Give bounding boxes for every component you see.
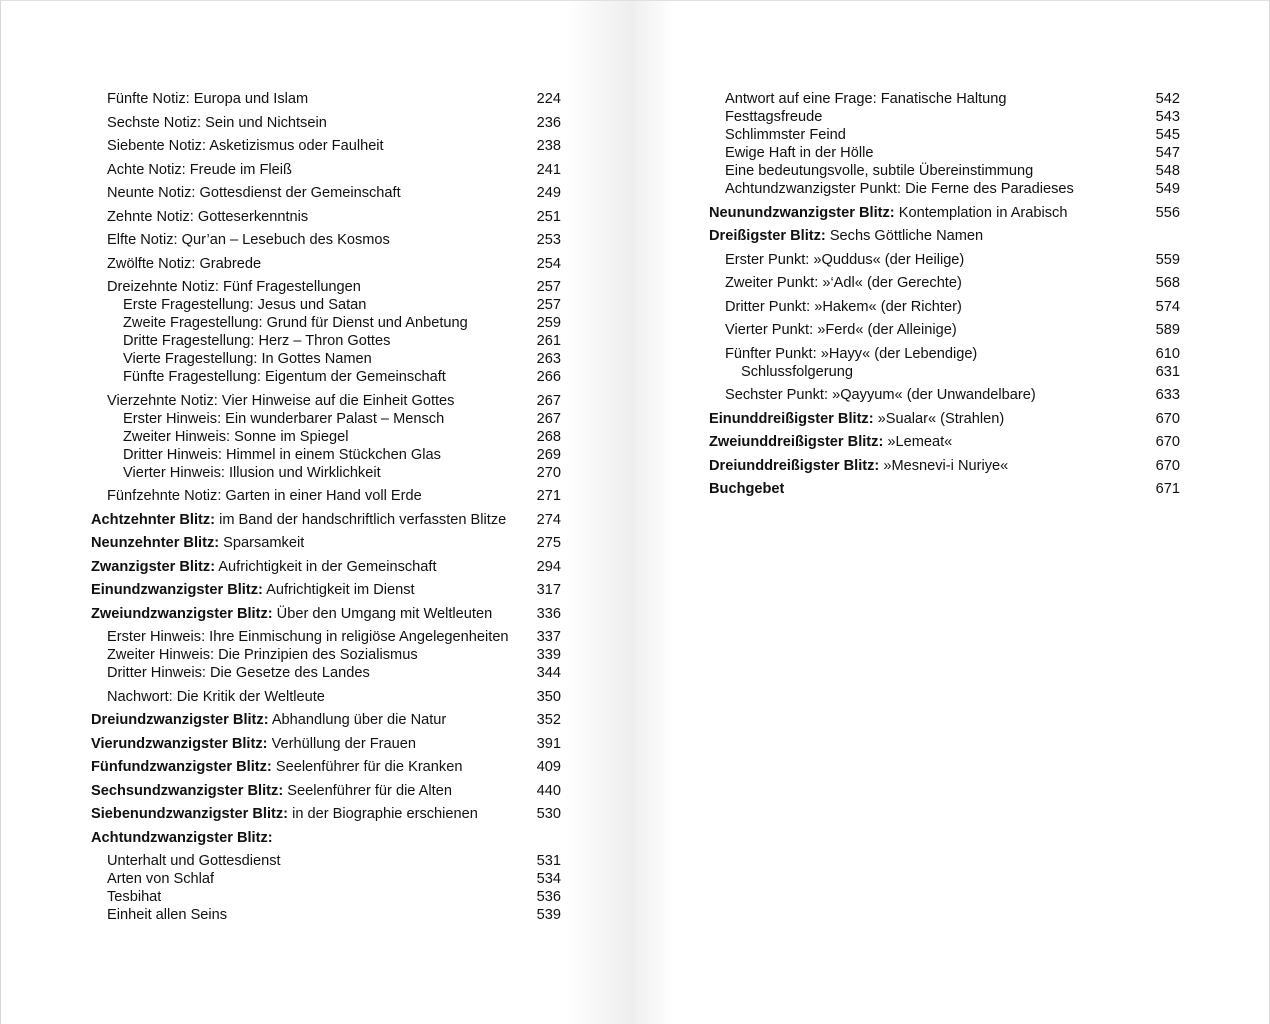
toc-entry bbox=[709, 321, 1180, 339]
toc-page-number: 391 bbox=[536, 735, 561, 752]
toc-entry-text: Vierter Hinweis: Illusion und Wirklichkeit bbox=[123, 464, 381, 481]
toc-entry-text: Nachwort: Die Kritik der Weltleute bbox=[107, 688, 325, 705]
toc-entry-text: Seelenführer für die Alten bbox=[283, 782, 452, 799]
toc-entry-text: Siebente Notiz: Asketizismus oder Faulheit bbox=[107, 138, 384, 154]
toc-entry-text: Arten von Schlaf bbox=[107, 871, 215, 887]
toc-entry bbox=[709, 345, 1180, 363]
toc-entry bbox=[91, 428, 561, 446]
toc-entry-text: Einheit allen Seins bbox=[107, 907, 228, 923]
toc-entry-title bbox=[107, 628, 509, 646]
toc-entry bbox=[91, 688, 561, 706]
toc-entry-title bbox=[725, 251, 964, 269]
toc-entry-title bbox=[725, 90, 1007, 108]
toc-page-number: 317 bbox=[536, 582, 561, 598]
toc-entry bbox=[91, 296, 561, 314]
toc-entry-title bbox=[107, 255, 261, 273]
toc-entry-title bbox=[725, 345, 977, 363]
toc-entry-title bbox=[123, 428, 349, 446]
toc-page-number: 257 bbox=[536, 279, 561, 295]
toc-page-number: 344 bbox=[536, 665, 561, 681]
toc-entry bbox=[91, 829, 561, 847]
toc-entry-title bbox=[107, 487, 422, 505]
toc-entry bbox=[91, 664, 561, 682]
toc-entry-title bbox=[123, 296, 366, 314]
toc-entry-heading: Neunzehnter Blitz: bbox=[91, 535, 220, 551]
toc-entry-text: »Lemeat« bbox=[883, 434, 953, 450]
toc-entry-text: Sechste Notiz: Sein und Nichtsein bbox=[107, 114, 327, 131]
toc-entry-title bbox=[725, 162, 1033, 180]
toc-entry bbox=[91, 278, 561, 296]
toc-page-number: 352 bbox=[536, 712, 561, 728]
toc-entry bbox=[91, 90, 561, 108]
toc-entry-text: »Sualar« (Strahlen) bbox=[873, 410, 1005, 427]
toc-page-number: 556 bbox=[1155, 204, 1180, 221]
toc-page-number: 670 bbox=[1155, 410, 1180, 427]
toc-entry bbox=[709, 180, 1180, 198]
toc-page-number: 294 bbox=[536, 558, 561, 575]
toc-entry-text: Achte Notiz: Freude im Fleiß bbox=[107, 161, 292, 178]
toc-page-number: 633 bbox=[1155, 387, 1180, 403]
toc-entry-title bbox=[91, 534, 304, 552]
toc-entry-text: Zwölfte Notiz: Grabrede bbox=[107, 255, 262, 272]
table-of-contents-left bbox=[91, 90, 561, 924]
toc-entry-heading: Achtundzwanzigster Blitz: bbox=[91, 829, 273, 846]
toc-page-number: 238 bbox=[536, 138, 561, 154]
toc-entry-heading: Einunddreißigster Blitz: bbox=[709, 410, 874, 427]
toc-entry-text: Vierzehnte Notiz: Vier Hinweise auf die Einheit Gottes bbox=[107, 392, 455, 409]
toc-entry-text: Kontemplation in Arabisch bbox=[894, 204, 1068, 221]
toc-entry bbox=[91, 464, 561, 482]
toc-entry-title bbox=[741, 363, 853, 381]
toc-entry-title bbox=[725, 144, 873, 162]
toc-entry-text: in der Biographie erschienen bbox=[288, 806, 478, 822]
toc-entry-title bbox=[107, 888, 161, 906]
toc-entry bbox=[709, 386, 1180, 404]
toc-page-number: 670 bbox=[1155, 434, 1180, 450]
toc-entry-title bbox=[91, 829, 273, 847]
toc-entry bbox=[91, 487, 561, 505]
toc-page-number: 267 bbox=[536, 392, 561, 409]
toc-page-number: 261 bbox=[536, 333, 561, 349]
toc-page-number: 440 bbox=[536, 782, 561, 799]
toc-entry-title bbox=[91, 782, 452, 800]
toc-entry bbox=[709, 457, 1180, 475]
toc-page-number: 670 bbox=[1155, 457, 1180, 474]
toc-entry-heading: Dreiundzwanzigster Blitz: bbox=[91, 712, 269, 728]
toc-page-number: 241 bbox=[536, 161, 561, 178]
toc-entry-title bbox=[709, 410, 1004, 428]
toc-entry-title bbox=[123, 410, 444, 428]
toc-entry-title bbox=[123, 332, 390, 350]
toc-entry bbox=[709, 227, 1180, 245]
toc-entry-text: Aufrichtigkeit in der Gemeinschaft bbox=[215, 558, 437, 575]
toc-entry-text: Fünfzehnte Notiz: Garten in einer Hand voll Erde bbox=[107, 488, 422, 504]
toc-entry-text: Verhüllung der Frauen bbox=[267, 735, 416, 752]
toc-entry-title bbox=[123, 314, 468, 332]
toc-entry bbox=[91, 558, 561, 576]
toc-entry-text: Ewige Haft in der Hölle bbox=[725, 145, 874, 161]
toc-entry-title bbox=[725, 298, 962, 316]
toc-entry bbox=[91, 208, 561, 226]
toc-page-number: 336 bbox=[536, 605, 561, 622]
toc-entry-title bbox=[91, 805, 478, 823]
toc-page-number: 559 bbox=[1155, 251, 1180, 268]
toc-entry-text: Antwort auf eine Frage: Fanatische Haltung bbox=[725, 91, 1007, 107]
toc-entry-title bbox=[725, 321, 957, 339]
gutter-shadow bbox=[565, 1, 635, 1024]
toc-entry-text: im Band der handschriftlich verfassten Blitze bbox=[215, 511, 507, 528]
toc-entry-title bbox=[709, 457, 1008, 475]
toc-page-number: 542 bbox=[1155, 91, 1180, 107]
toc-entry-title bbox=[123, 464, 381, 482]
toc-entry-text: Schlussfolgerung bbox=[741, 363, 853, 380]
toc-page-number: 610 bbox=[1155, 345, 1180, 362]
toc-entry-text: Dritter Punkt: »Hakem« (der Richter) bbox=[725, 298, 962, 315]
toc-entry bbox=[91, 368, 561, 386]
table-of-contents-right bbox=[709, 90, 1180, 498]
toc-entry-title bbox=[107, 392, 454, 410]
toc-entry bbox=[709, 108, 1180, 126]
toc-entry bbox=[91, 805, 561, 823]
toc-entry bbox=[91, 711, 561, 729]
toc-page-number: 574 bbox=[1155, 298, 1180, 315]
toc-entry-text: Neunte Notiz: Gottesdienst der Gemeinschaft bbox=[107, 185, 401, 201]
toc-entry-title bbox=[107, 664, 370, 682]
toc-entry-text: »Mesnevi-i Nuriye« bbox=[879, 457, 1009, 474]
toc-entry-title bbox=[107, 161, 292, 179]
toc-page-number: 530 bbox=[536, 806, 561, 822]
toc-page-number: 257 bbox=[536, 297, 561, 313]
toc-page-number: 254 bbox=[536, 255, 561, 272]
toc-entry-text: Seelenführer für die Kranken bbox=[271, 759, 463, 775]
toc-entry-text: Sechs Göttliche Namen bbox=[825, 228, 984, 244]
toc-page-number: 350 bbox=[536, 688, 561, 705]
toc-entry-text: Dreizehnte Notiz: Fünf Fragestellungen bbox=[107, 279, 361, 295]
toc-entry bbox=[91, 758, 561, 776]
toc-entry-title bbox=[91, 735, 416, 753]
toc-entry bbox=[709, 162, 1180, 180]
toc-entry-title bbox=[123, 368, 446, 386]
toc-entry-heading: Fünfundzwanzigster Blitz: bbox=[91, 759, 272, 775]
gutter-shadow bbox=[635, 1, 675, 1024]
toc-page-number: 259 bbox=[536, 315, 561, 331]
toc-entry-text: Dritte Fragestellung: Herz – Thron Gottes bbox=[123, 333, 391, 349]
toc-entry-text: Sparsamkeit bbox=[219, 535, 305, 551]
toc-entry-title bbox=[91, 511, 506, 529]
toc-entry-title bbox=[91, 558, 437, 576]
toc-page-number: 539 bbox=[536, 907, 561, 923]
toc-entry bbox=[91, 410, 561, 428]
toc-entry bbox=[91, 888, 561, 906]
toc-entry bbox=[709, 126, 1180, 144]
toc-entry bbox=[91, 581, 561, 599]
toc-entry-title bbox=[107, 870, 214, 888]
toc-entry bbox=[91, 511, 561, 529]
toc-entry-title bbox=[107, 278, 361, 296]
toc-page-number: 548 bbox=[1155, 163, 1180, 179]
toc-page-number: 251 bbox=[536, 208, 561, 225]
toc-entry bbox=[91, 137, 561, 155]
toc-entry bbox=[709, 433, 1180, 451]
toc-page-number: 253 bbox=[536, 232, 561, 248]
toc-page-number: 339 bbox=[536, 647, 561, 663]
toc-entry-text: Sechster Punkt: »Qayyum« (der Unwandelbare) bbox=[725, 387, 1036, 403]
toc-entry bbox=[709, 480, 1180, 498]
toc-entry-title bbox=[107, 184, 401, 202]
toc-entry-heading: Neunundzwanzigster Blitz: bbox=[709, 204, 895, 221]
toc-entry bbox=[91, 184, 561, 202]
toc-entry-title bbox=[91, 758, 462, 776]
toc-entry bbox=[91, 870, 561, 888]
toc-entry bbox=[709, 410, 1180, 428]
toc-entry-title bbox=[725, 108, 822, 126]
toc-entry bbox=[91, 646, 561, 664]
toc-entry bbox=[91, 852, 561, 870]
toc-entry-title bbox=[107, 137, 384, 155]
toc-entry bbox=[709, 90, 1180, 108]
toc-entry-text: Tesbihat bbox=[107, 889, 162, 905]
toc-entry-title bbox=[107, 208, 308, 226]
toc-entry-heading: Vierundzwanzigster Blitz: bbox=[91, 735, 268, 752]
toc-entry-heading: Achtzehnter Blitz: bbox=[91, 511, 216, 528]
toc-page-number: 536 bbox=[536, 889, 561, 905]
toc-entry-text: Zweiter Punkt: »‘Adl« (der Gerechte) bbox=[725, 275, 962, 291]
toc-entry-heading: Dreißigster Blitz: bbox=[709, 228, 826, 244]
toc-page-number: 269 bbox=[536, 446, 561, 463]
toc-entry-title bbox=[123, 446, 441, 464]
toc-entry bbox=[91, 392, 561, 410]
toc-entry-title bbox=[725, 126, 846, 144]
toc-entry-text: Zweiter Hinweis: Sonne im Spiegel bbox=[123, 428, 349, 445]
toc-entry bbox=[709, 251, 1180, 269]
toc-entry bbox=[91, 534, 561, 552]
toc-entry-title bbox=[91, 711, 446, 729]
toc-entry bbox=[91, 255, 561, 273]
toc-entry-text: Zehnte Notiz: Gotteserkenntnis bbox=[107, 208, 309, 225]
toc-page-number: 271 bbox=[536, 488, 561, 504]
toc-page-number: 547 bbox=[1155, 145, 1180, 161]
toc-entry bbox=[91, 906, 561, 924]
toc-page-number: 531 bbox=[536, 853, 561, 869]
toc-page-number: 270 bbox=[536, 464, 561, 481]
toc-entry-heading: Einundzwanzigster Blitz: bbox=[91, 582, 263, 598]
toc-entry bbox=[709, 274, 1180, 292]
toc-entry-title bbox=[107, 688, 325, 706]
toc-entry-text: Erster Hinweis: Ihre Einmischung in religiöse Angelegenheiten bbox=[107, 629, 509, 645]
toc-page-number: 266 bbox=[536, 369, 561, 385]
toc-entry-text: Festtagsfreude bbox=[725, 109, 823, 125]
toc-entry bbox=[91, 782, 561, 800]
toc-entry-title bbox=[107, 646, 418, 664]
toc-entry-heading: Zweiundzwanzigster Blitz: bbox=[91, 605, 273, 622]
toc-entry-title bbox=[709, 204, 1067, 222]
toc-entry-title bbox=[123, 350, 372, 368]
toc-entry bbox=[91, 735, 561, 753]
toc-page-number: 589 bbox=[1155, 322, 1180, 338]
toc-entry-heading: Buchgebet bbox=[709, 481, 785, 497]
toc-entry bbox=[709, 298, 1180, 316]
toc-entry-title bbox=[725, 180, 1074, 198]
toc-page-number: 267 bbox=[536, 410, 561, 427]
toc-entry-text: Zweite Fragestellung: Grund für Dienst und Anbetung bbox=[123, 315, 468, 331]
toc-entry-text: Achtundzwanzigster Punkt: Die Ferne des Paradieses bbox=[725, 181, 1074, 197]
toc-entry-heading: Siebenundzwanzigster Blitz: bbox=[91, 806, 289, 822]
toc-entry-text: Über den Umgang mit Weltleuten bbox=[272, 605, 493, 622]
toc-entry bbox=[709, 144, 1180, 162]
toc-page-number: 534 bbox=[536, 871, 561, 887]
toc-entry-text: Unterhalt und Gottesdienst bbox=[107, 853, 281, 869]
toc-entry-text: Dritter Hinweis: Die Gesetze des Landes bbox=[107, 665, 370, 681]
toc-page-number: 671 bbox=[1155, 481, 1180, 497]
toc-entry-text: Fünfte Notiz: Europa und Islam bbox=[107, 91, 309, 107]
toc-entry-heading: Zwanzigster Blitz: bbox=[91, 558, 216, 575]
toc-entry-title bbox=[107, 90, 308, 108]
toc-entry-heading: Zweiunddreißigster Blitz: bbox=[709, 434, 884, 450]
toc-entry bbox=[91, 231, 561, 249]
toc-entry-text: Erster Hinweis: Ein wunderbarer Palast – Mensch bbox=[123, 410, 445, 427]
toc-entry bbox=[91, 161, 561, 179]
toc-entry-text: Zweiter Hinweis: Die Prinzipien des Sozialismus bbox=[107, 647, 418, 663]
toc-entry-title bbox=[91, 581, 415, 599]
toc-page-number: 545 bbox=[1155, 127, 1180, 143]
toc-entry-heading: Sechsundzwanzigster Blitz: bbox=[91, 782, 284, 799]
toc-entry-text: Vierte Fragestellung: In Gottes Namen bbox=[123, 351, 372, 367]
toc-page-number: 275 bbox=[536, 535, 561, 551]
toc-entry bbox=[91, 628, 561, 646]
toc-entry-text: Dritter Hinweis: Himmel in einem Stückchen Glas bbox=[123, 446, 441, 463]
toc-entry-text: Abhandlung über die Natur bbox=[268, 712, 447, 728]
toc-page-number: 631 bbox=[1155, 363, 1180, 380]
toc-entry-title bbox=[107, 906, 227, 924]
toc-entry bbox=[91, 314, 561, 332]
toc-page-number: 409 bbox=[536, 759, 561, 775]
toc-entry-title bbox=[709, 480, 784, 498]
toc-page-number: 274 bbox=[536, 511, 561, 528]
toc-entry bbox=[709, 204, 1180, 222]
toc-page-number: 337 bbox=[536, 629, 561, 645]
toc-entry-text: Vierter Punkt: »Ferd« (der Alleinige) bbox=[725, 322, 957, 338]
toc-entry-title bbox=[107, 114, 327, 132]
toc-entry-text: Eine bedeutungsvolle, subtile Übereinstimmung bbox=[725, 163, 1034, 179]
toc-entry-text: Aufrichtigkeit im Dienst bbox=[262, 582, 415, 598]
toc-page-number: 543 bbox=[1155, 109, 1180, 125]
toc-entry-text: Schlimmster Feind bbox=[725, 127, 846, 143]
toc-entry-title bbox=[709, 227, 983, 245]
toc-page-number: 568 bbox=[1155, 275, 1180, 291]
toc-entry-title bbox=[725, 274, 962, 292]
right-page bbox=[635, 0, 1270, 1024]
toc-entry-title bbox=[107, 852, 281, 870]
toc-entry-title bbox=[91, 605, 492, 623]
toc-page-number: 549 bbox=[1155, 181, 1180, 197]
toc-entry-text: Elfte Notiz: Qur’an – Lesebuch des Kosmos bbox=[107, 232, 390, 248]
toc-entry bbox=[91, 350, 561, 368]
toc-entry-heading: Dreiunddreißigster Blitz: bbox=[709, 457, 880, 474]
toc-entry-title bbox=[725, 386, 1036, 404]
toc-page-number: 236 bbox=[536, 114, 561, 131]
toc-entry-title bbox=[107, 231, 390, 249]
toc-entry-text: Fünfter Punkt: »Hayy« (der Lebendige) bbox=[725, 345, 978, 362]
toc-entry-text: Fünfte Fragestellung: Eigentum der Gemeinschaft bbox=[123, 369, 446, 385]
toc-entry-text: Erste Fragestellung: Jesus und Satan bbox=[123, 297, 367, 313]
toc-entry bbox=[91, 114, 561, 132]
toc-entry-text: Erster Punkt: »Quddus« (der Heilige) bbox=[725, 251, 965, 268]
toc-page-number: 249 bbox=[536, 185, 561, 201]
toc-entry bbox=[91, 446, 561, 464]
toc-page-number: 224 bbox=[536, 91, 561, 107]
toc-entry bbox=[709, 363, 1180, 381]
toc-entry bbox=[91, 605, 561, 623]
toc-page-number: 263 bbox=[536, 351, 561, 367]
toc-page-number: 268 bbox=[536, 428, 561, 445]
toc-entry bbox=[91, 332, 561, 350]
toc-entry-title bbox=[709, 433, 952, 451]
